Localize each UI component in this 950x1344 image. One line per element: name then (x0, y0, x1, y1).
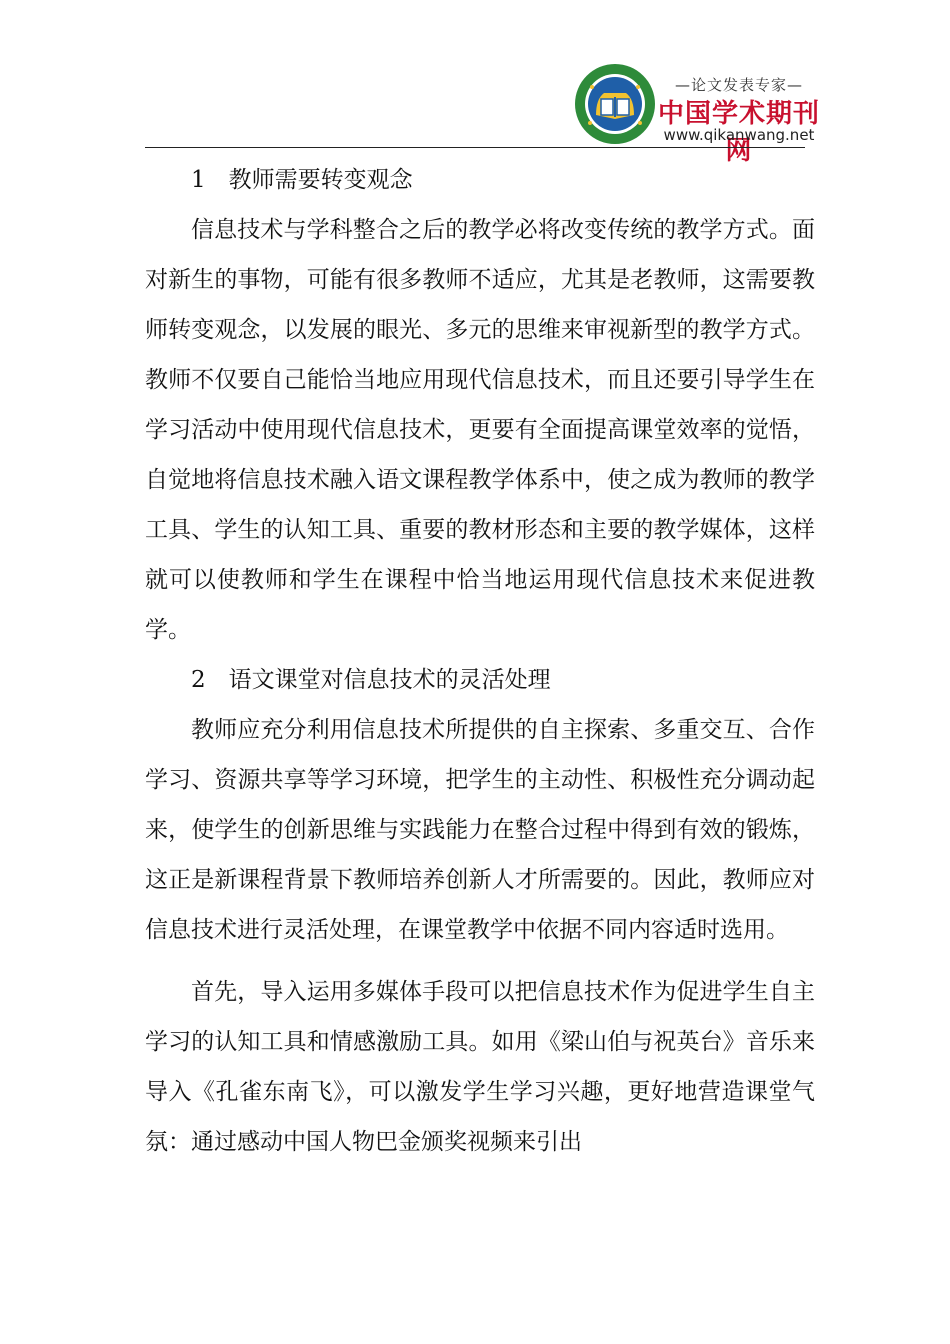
paragraph-2: 教师应充分利用信息技术所提供的自主探索、多重交互、合作学习、资源共享等学习环境，把学生的主动性、积极性充分调动起来，使学生的创新思维与实践能力在整合过程中得到有效的锻炼，这正是新课程背景下教师培养创新人才所需要的。因此，教师应对信息技术进行灵活处理，在课堂教学中依据不同内容适时选用。 (145, 717, 815, 943)
paragraph-3: 首先，导入运用多媒体手段可以把信息技术作为促进学生自主学习的认知工具和情感激励工具。如用《梁山伯与祝英台》音乐来导入《孔雀东南飞》，可以激发学生学习兴趣，更好地营造课堂气氛：通过感动中国人物巴金颁奖视频来引出 (145, 979, 815, 1155)
page-header (0, 0, 950, 166)
section-heading-2: 2 语文课堂对信息技术的灵活处理 (191, 667, 551, 693)
header-slogan: —论文发表专家— (674, 76, 803, 94)
header-divider (145, 147, 805, 148)
header-site-url: www.qikanwang.net (663, 126, 815, 144)
header-brand: 中国学术期刊网 (657, 99, 820, 166)
qikanwang-logo-icon (574, 63, 656, 145)
section-heading-1: 1 教师需要转变观念 (191, 167, 413, 193)
paragraph-1: 信息技术与学科整合之后的教学必将改变传统的教学方式。面对新生的事物，可能有很多教师不适应，尤其是老教师，这需要教师转变观念，以发展的眼光、多元的思维来审视新型的教学方式。教师不仅要自己能恰当地应用现代信息技术，而且还要引导学生在学习活动中使用现代信息技术，更要有全面提高课堂效率的觉悟，自觉地将信息技术融入语文课程教学体系中，使之成为教师的教学工具、学生的认知工具、重要的教材形态和主要的教学媒体，这样就可以使教师和学生在课程中恰当地运用现代信息技术来促进教学。 (145, 217, 815, 643)
article-body (145, 155, 815, 1167)
